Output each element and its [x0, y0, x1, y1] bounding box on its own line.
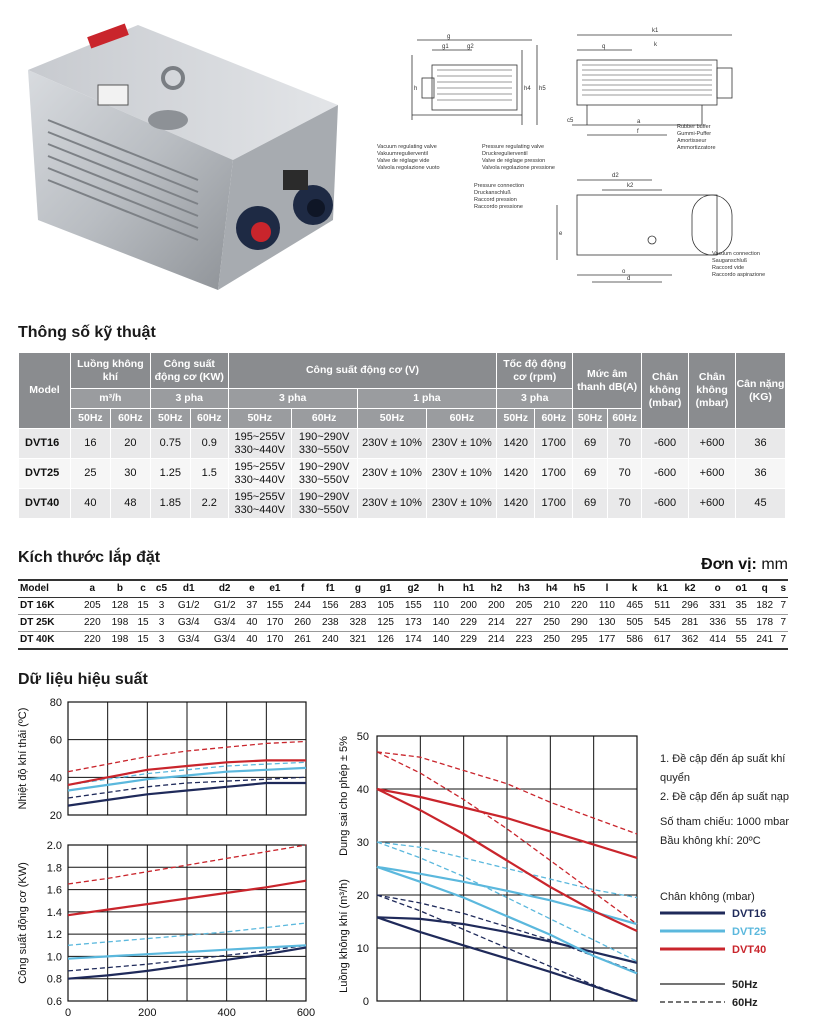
y-tick-label: 10: [356, 943, 369, 955]
spec-cell-v3_50: [228, 429, 291, 459]
note-3: Số tham chiếu: 1000 mbar: [660, 816, 790, 828]
buffer-label-0: Rubber buffer: [677, 124, 711, 130]
y-axis-label: Công suất động cơ (KW): [17, 862, 29, 984]
spec-row: [19, 429, 786, 459]
spec-cell-v1_60: 230V ± 10%: [427, 489, 497, 519]
col-flow: Luồng không khí: [70, 353, 150, 389]
dims-cell: 283: [344, 598, 372, 615]
spec-cell-kg: 36: [735, 459, 785, 489]
svg-text:q: q: [602, 44, 606, 50]
dims-cell: 336: [704, 615, 732, 632]
voltage-range: 330~550V: [298, 473, 350, 486]
dims-cell: 250: [538, 632, 566, 650]
dims-cell: G3/4: [171, 615, 207, 632]
y-tick-label: 0.8: [46, 973, 62, 986]
col-voltage-1p: 1 pha: [357, 389, 497, 409]
dims-cell: G3/4: [207, 632, 243, 650]
pressure-conn-label-3: Raccordo pressione: [474, 204, 523, 210]
dims-col-header: e: [243, 580, 261, 598]
dims-cell: 7: [779, 632, 788, 650]
dims-cell: 173: [399, 615, 427, 632]
col-power-kw: Công suất động cơ (KW): [150, 353, 228, 389]
spec-cell-v1_50: 230V ± 10%: [357, 429, 427, 459]
spec-cell-db50: 69: [573, 429, 608, 459]
notes: [660, 750, 790, 851]
dims-cell: 55: [732, 632, 751, 650]
dims-cell: 290: [566, 615, 594, 632]
spec-table: [18, 352, 786, 519]
y-tick-label: 30: [356, 837, 369, 849]
spec-cell-db60: 70: [608, 459, 642, 489]
spec-cell-model: DVT25: [19, 459, 71, 489]
voltage-range: 195~255V: [234, 490, 285, 503]
dims-cell: 238: [316, 615, 344, 632]
line-style-label-50hz: 50Hz: [732, 979, 758, 991]
hz-50: 50Hz: [573, 409, 608, 429]
dims-cell: G1/2: [207, 598, 243, 615]
voltage-range: 190~290V: [298, 460, 350, 473]
spec-cell-flow60: 20: [110, 429, 150, 459]
dims-cell: 155: [261, 598, 289, 615]
voltage-range: 330~440V: [234, 443, 285, 456]
spec-title: Thông số kỹ thuật: [18, 324, 156, 341]
note-4: Bầu không khí: 20ºC: [660, 835, 761, 847]
spec-cell-flow50: 40: [70, 489, 110, 519]
dims-cell: 505: [621, 615, 649, 632]
hz-60: 60Hz: [190, 409, 228, 429]
dims-col-header: s: [779, 580, 788, 598]
dims-cell: 126: [372, 632, 400, 650]
dims-cell: 414: [704, 632, 732, 650]
dims-col-header: h5: [566, 580, 594, 598]
dims-cell: 328: [344, 615, 372, 632]
voltage-range: 190~290V: [298, 490, 350, 503]
dims-cell: 220: [566, 598, 594, 615]
spec-cell-kw50: 1.85: [150, 489, 190, 519]
dims-col-header: g1: [372, 580, 400, 598]
valve-label-3: Valvola regolazione vuoto: [377, 165, 440, 171]
dims-cell: 295: [566, 632, 594, 650]
note-1: 1. Đề cập đến áp suất khí quyển: [660, 753, 786, 784]
pressure-conn-label-1: Druckanschluß: [474, 190, 511, 196]
hz-50: 50Hz: [357, 409, 427, 429]
dims-cell: 244: [289, 598, 317, 615]
y-tick-label: 0.6: [46, 996, 62, 1008]
dims-cell: 130: [593, 615, 621, 632]
svg-text:h: h: [414, 86, 418, 92]
spec-cell-vac: -600: [642, 459, 689, 489]
spec-cell-kw60: 2.2: [190, 489, 228, 519]
col-vacuum: Chân không (mbar): [642, 353, 689, 429]
dims-cell: 214: [482, 615, 510, 632]
voltage-range: 330~440V: [234, 473, 285, 486]
unit-value: mm: [761, 556, 788, 573]
y-axis-label: Luồng không khí (m³/h): [338, 879, 350, 993]
y-axis-label: Nhiệt độ khí thải (ºC): [17, 707, 29, 810]
pressure-valve-label-3: Valvola regolazione pressione: [482, 165, 555, 171]
dims-row: [18, 598, 788, 615]
dims-cell: 241: [751, 632, 779, 650]
dims-cell: 250: [538, 615, 566, 632]
dims-col-header: f1: [316, 580, 344, 598]
dims-cell: 281: [676, 615, 704, 632]
voltage-range: 330~550V: [298, 503, 350, 516]
spec-cell-rpm50: 1420: [497, 489, 535, 519]
dims-col-header: l: [593, 580, 621, 598]
y-tick-label: 1.4: [46, 906, 62, 919]
dims-cell: 198: [106, 632, 134, 650]
dims-cell: 15: [134, 632, 152, 650]
dims-col-header: e1: [261, 580, 289, 598]
dims-cell: 331: [704, 598, 732, 615]
spec-cell-v1_60: 230V ± 10%: [427, 429, 497, 459]
dims-col-header: f: [289, 580, 317, 598]
dims-cell: 210: [538, 598, 566, 615]
valve-label-2: Valve de réglage vide: [377, 158, 430, 164]
spec-cell-flow60: 48: [110, 489, 150, 519]
dims-cell: 198: [106, 615, 134, 632]
dims-cell: 321: [344, 632, 372, 650]
col-pressure: Chân không (mbar): [689, 353, 736, 429]
dims-cell: 170: [261, 615, 289, 632]
legend-label-dvt40: DVT40: [732, 944, 767, 956]
dimension-drawing: [372, 10, 792, 295]
dims-cell: G3/4: [171, 632, 207, 650]
spec-row: [19, 489, 786, 519]
svg-text:d: d: [627, 276, 631, 282]
buffer-label-1: Gummi-Puffer: [677, 131, 712, 137]
dims-cell: 105: [372, 598, 400, 615]
spec-cell-flow60: 30: [110, 459, 150, 489]
dims-cell: 40: [243, 615, 261, 632]
spec-cell-press: +600: [689, 459, 736, 489]
dims-cell: 223: [510, 632, 538, 650]
svg-text:o: o: [622, 269, 626, 275]
dims-cell: 125: [372, 615, 400, 632]
y-tick-label: 20: [49, 810, 62, 822]
legend-label-dvt16: DVT16: [732, 908, 767, 920]
spec-cell-kw50: 0.75: [150, 429, 190, 459]
spec-cell-v3_50: [228, 489, 291, 519]
spec-cell-kw60: 0.9: [190, 429, 228, 459]
y-tick-label: 1.0: [46, 951, 62, 964]
pressure-valve-label-0: Pressure regulating valve: [482, 144, 545, 150]
performance-charts: [0, 690, 814, 1024]
dims-cell: 7: [779, 598, 788, 615]
y-tick-label: 1.6: [46, 884, 62, 897]
hz-50: 50Hz: [228, 409, 291, 429]
vacuum-conn-label-2: Raccord vide: [712, 265, 745, 271]
spec-row: [19, 459, 786, 489]
dims-cell: 128: [106, 598, 134, 615]
hz-50: 50Hz: [70, 409, 110, 429]
dims-cell: 3: [152, 615, 170, 632]
col-power-phase: 3 pha: [150, 389, 228, 409]
x-tick-label: 200: [138, 1007, 157, 1019]
spec-cell-rpm60: 1700: [535, 459, 573, 489]
dims-col-header: k1: [649, 580, 677, 598]
dims-cell: DT 40K: [18, 632, 78, 650]
dims-col-header: g: [344, 580, 372, 598]
voltage-range: 330~550V: [298, 443, 350, 456]
col-model: Model: [19, 353, 71, 429]
dims-cell: G3/4: [207, 615, 243, 632]
svg-text:g1: g1: [442, 44, 449, 50]
col-speed-phase: 3 pha: [497, 389, 573, 409]
spec-cell-rpm50: 1420: [497, 459, 535, 489]
dims-row: [18, 615, 788, 632]
spec-cell-db60: 70: [608, 429, 642, 459]
svg-text:a: a: [637, 119, 641, 125]
dims-cell: 545: [649, 615, 677, 632]
dims-col-header: o: [704, 580, 732, 598]
dims-row: [18, 632, 788, 650]
dims-cell: 240: [316, 632, 344, 650]
performance-title: Dữ liệu hiệu suất: [18, 671, 148, 688]
dims-cell: 214: [482, 632, 510, 650]
dims-col-header: b: [106, 580, 134, 598]
dims-cell: 15: [134, 615, 152, 632]
product-photo: [18, 10, 348, 295]
dims-cell: 260: [289, 615, 317, 632]
dims-cell: 15: [134, 598, 152, 615]
svg-text:k2: k2: [627, 183, 634, 189]
dims-cell: 110: [593, 598, 621, 615]
dims-col-header: c5: [152, 580, 170, 598]
dims-cell: 3: [152, 598, 170, 615]
spec-cell-v1_50: 230V ± 10%: [357, 459, 427, 489]
dims-cell: 200: [482, 598, 510, 615]
dims-col-header: h3: [510, 580, 538, 598]
spec-cell-vac: -600: [642, 489, 689, 519]
dims-col-header: k: [621, 580, 649, 598]
spec-cell-model: DVT40: [19, 489, 71, 519]
dims-cell: 511: [649, 598, 677, 615]
dims-cell: 362: [676, 632, 704, 650]
dims-cell: 178: [751, 615, 779, 632]
dims-cell: 220: [78, 615, 106, 632]
dims-col-header: q: [751, 580, 779, 598]
dims-col-header: h1: [455, 580, 483, 598]
dims-cell: 40: [243, 632, 261, 650]
spec-cell-v3_60: [291, 489, 357, 519]
svg-text:h4: h4: [524, 86, 531, 92]
dims-cell: 155: [399, 598, 427, 615]
x-tick-label: 0: [64, 1007, 72, 1019]
voltage-range: 190~290V: [298, 430, 350, 443]
y-axis-label-top: Dung sai cho phép ± 5%: [338, 736, 350, 856]
spec-cell-v3_60: [291, 459, 357, 489]
y-tick-label: 40: [356, 784, 369, 796]
pressure-conn-label-0: Pressure connection: [474, 183, 525, 189]
col-speed: Tốc độ động cơ (rpm): [497, 353, 573, 389]
spec-cell-kw50: 1.25: [150, 459, 190, 489]
unit-label-text: Đơn vị:: [701, 556, 757, 573]
spec-cell-v1_60: 230V ± 10%: [427, 459, 497, 489]
svg-text:c5: c5: [567, 118, 574, 124]
dims-col-header: a: [78, 580, 106, 598]
dims-cell: 220: [78, 632, 106, 650]
dims-cell: 200: [455, 598, 483, 615]
dims-cell: DT 25K: [18, 615, 78, 632]
dims-cell: 205: [510, 598, 538, 615]
y-tick-label: 80: [49, 697, 62, 709]
dims-col-header: d1: [171, 580, 207, 598]
spec-cell-model: DVT16: [19, 429, 71, 459]
vacuum-conn-label-1: Sauganschluß: [712, 258, 748, 264]
vacuum-conn-label-0: Vacuum connection: [712, 251, 760, 257]
dims-cell: G1/2: [171, 598, 207, 615]
y-tick-label: 50: [356, 731, 369, 743]
svg-text:d2: d2: [612, 173, 619, 179]
dims-col-header: d2: [207, 580, 243, 598]
dims-cell: 465: [621, 598, 649, 615]
pressure-conn-label-2: Raccord pression: [474, 197, 517, 203]
legend-title: Chân không (mbar): [660, 891, 755, 903]
y-tick-label: 1.8: [46, 862, 62, 875]
note-2: 2. Đề cập đến áp suất nạp: [660, 791, 790, 803]
dims-cell: 156: [316, 598, 344, 615]
voltage-range: 195~255V: [234, 460, 285, 473]
dims-cell: 7: [779, 615, 788, 632]
col-flow-unit: m³/h: [70, 389, 150, 409]
hz-60: 60Hz: [291, 409, 357, 429]
dims-cell: 55: [732, 615, 751, 632]
dims-cell: 229: [455, 632, 483, 650]
dims-col-header: k2: [676, 580, 704, 598]
valve-label-0: Vacuum regulating valve: [377, 144, 437, 150]
svg-text:g2: g2: [467, 44, 474, 50]
dims-col-header: o1: [732, 580, 751, 598]
col-noise: Mức âm thanh dB(A): [573, 353, 642, 409]
hz-60: 60Hz: [608, 409, 642, 429]
spec-cell-db50: 69: [573, 489, 608, 519]
dims-table: [18, 579, 788, 650]
spec-cell-kw60: 1.5: [190, 459, 228, 489]
svg-text:e: e: [559, 231, 563, 237]
hz-50: 50Hz: [497, 409, 535, 429]
spec-cell-rpm50: 1420: [497, 429, 535, 459]
y-tick-label: 20: [356, 890, 369, 902]
dims-cell: 170: [261, 632, 289, 650]
dims-cell: 177: [593, 632, 621, 650]
spec-cell-v3_60: [291, 429, 357, 459]
y-tick-label: 60: [49, 734, 62, 747]
col-voltage-3p: 3 pha: [228, 389, 357, 409]
dims-col-header: c: [134, 580, 152, 598]
dims-cell: 140: [427, 615, 455, 632]
spec-cell-kg: 36: [735, 429, 785, 459]
svg-text:f: f: [637, 129, 639, 135]
y-tick-label: 0: [362, 996, 369, 1008]
spec-cell-flow50: 16: [70, 429, 110, 459]
dims-col-header: Model: [18, 580, 78, 598]
spec-cell-db60: 70: [608, 489, 642, 519]
x-tick-label: 400: [217, 1007, 236, 1019]
legend-label-dvt25: DVT25: [732, 926, 767, 938]
spec-cell-rpm60: 1700: [535, 489, 573, 519]
dims-col-header: h2: [482, 580, 510, 598]
dims-cell: 227: [510, 615, 538, 632]
pressure-valve-label-1: Druckregulierventil: [482, 151, 528, 157]
svg-text:h5: h5: [539, 86, 546, 92]
hz-60: 60Hz: [535, 409, 573, 429]
spec-cell-vac: -600: [642, 429, 689, 459]
spec-cell-kg: 45: [735, 489, 785, 519]
unit-label: [701, 556, 788, 574]
dims-title: Kích thước lắp đặt: [18, 549, 161, 566]
dims-cell: 205: [78, 598, 106, 615]
dims-cell: 3: [152, 632, 170, 650]
y-tick-label: 40: [49, 772, 62, 785]
valve-label-1: Vakuumregulierventil: [377, 151, 428, 157]
dims-col-header: h: [427, 580, 455, 598]
spec-cell-press: +600: [689, 489, 736, 519]
dims-cell: 37: [243, 598, 261, 615]
hz-60: 60Hz: [110, 409, 150, 429]
voltage-range: 195~255V: [234, 430, 285, 443]
dims-cell: 229: [455, 615, 483, 632]
hz-50: 50Hz: [150, 409, 190, 429]
voltage-range: 330~440V: [234, 503, 285, 516]
pressure-valve-label-2: Valve de réglage pression: [482, 158, 546, 164]
buffer-label-3: Ammortizzatore: [677, 145, 716, 151]
line-style-label-60hz: 60Hz: [732, 997, 758, 1009]
x-tick-label: 600: [296, 1007, 316, 1019]
col-voltage: Công suất động cơ (V): [228, 353, 497, 389]
dims-cell: 296: [676, 598, 704, 615]
svg-text:k: k: [654, 42, 657, 48]
dims-cell: DT 16K: [18, 598, 78, 615]
svg-text:k1: k1: [652, 28, 659, 34]
dims-cell: 140: [427, 632, 455, 650]
spec-cell-v1_50: 230V ± 10%: [357, 489, 427, 519]
y-tick-label: 1.2: [46, 929, 62, 942]
spec-cell-press: +600: [689, 429, 736, 459]
dims-cell: 35: [732, 598, 751, 615]
hz-60: 60Hz: [427, 409, 497, 429]
dims-cell: 174: [399, 632, 427, 650]
spec-cell-flow50: 25: [70, 459, 110, 489]
col-weight: Cân nặng (KG): [735, 353, 785, 429]
dims-cell: 182: [751, 598, 779, 615]
dims-cell: 586: [621, 632, 649, 650]
y-tick-label: 2.0: [46, 840, 62, 852]
dims-col-header: g2: [399, 580, 427, 598]
dims-cell: 110: [427, 598, 455, 615]
dims-cell: 261: [289, 632, 317, 650]
vacuum-conn-label-3: Raccordo aspirazione: [712, 272, 766, 278]
dims-col-header: h4: [538, 580, 566, 598]
spec-cell-v3_50: [228, 459, 291, 489]
spec-cell-rpm60: 1700: [535, 429, 573, 459]
spec-cell-db50: 69: [573, 459, 608, 489]
buffer-label-2: Amortisseur: [677, 138, 707, 144]
dims-cell: 617: [649, 632, 677, 650]
svg-text:g: g: [447, 34, 451, 40]
